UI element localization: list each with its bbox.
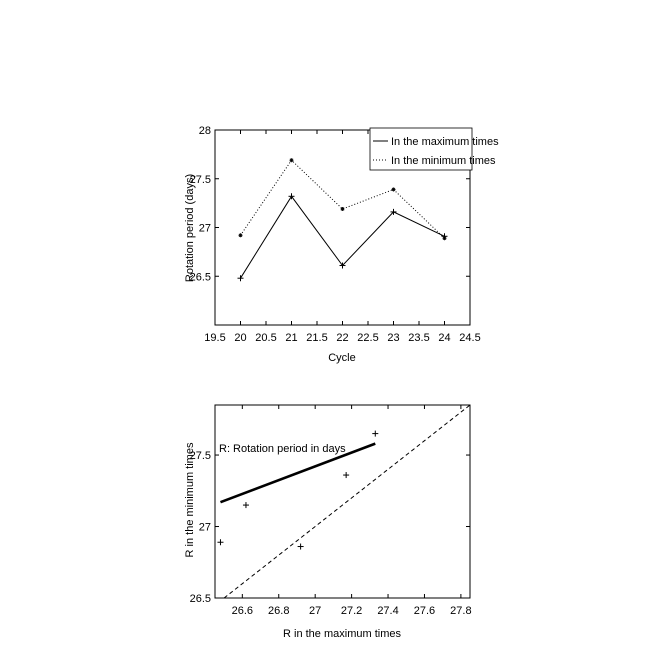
legend-label-max: In the maximum times — [391, 136, 499, 148]
scatter-point — [372, 431, 378, 437]
y-tick-label: 27 — [198, 521, 211, 534]
plot-area-frame — [215, 405, 470, 598]
series-group — [238, 158, 448, 281]
x-tick-label: 22 — [336, 332, 349, 344]
y-tick-label: 27.5 — [189, 173, 211, 186]
scatter-point — [298, 544, 304, 550]
scatter-point — [217, 539, 223, 545]
x-axis-label: R in the maximum times — [283, 628, 401, 640]
x-tick-label: 20.5 — [255, 332, 277, 344]
scatter-point — [243, 502, 249, 508]
x-axis-label: Cycle — [328, 352, 356, 364]
x-tick-label: 27.4 — [377, 605, 399, 617]
y-axis-label: Rotation period (days) — [184, 173, 196, 283]
scatter-point — [343, 472, 349, 478]
y-tick-label: 26.5 — [189, 593, 211, 605]
data-point-min — [290, 158, 294, 162]
x-tick-label: 21.5 — [306, 332, 328, 344]
data-point-max — [238, 275, 244, 281]
y-axis-label: R in the minimum times — [184, 442, 196, 558]
x-tick-label: 23.5 — [408, 332, 430, 344]
y-tick-label: 27 — [198, 222, 211, 235]
x-tick-label: 22.5 — [357, 332, 379, 344]
rotation-period-by-cycle-chart — [184, 125, 499, 364]
y-tick-label: 26.5 — [189, 271, 211, 284]
y-tick-label: 28 — [198, 125, 211, 137]
data-point-min — [239, 233, 243, 237]
x-tick-label: 20 — [234, 332, 247, 344]
series-line-min — [241, 160, 445, 238]
marks-group — [217, 405, 470, 598]
x-tick-label: 24 — [438, 332, 451, 344]
y-tick-label: 27.5 — [189, 450, 211, 463]
min-vs-max-rotation-scatter-chart — [184, 405, 472, 640]
data-point-min — [392, 187, 396, 191]
legend — [370, 128, 499, 170]
data-point-min — [341, 207, 345, 211]
x-tick-label: 27.8 — [450, 605, 472, 617]
x-tick-label: 27 — [309, 605, 322, 617]
x-tick-label: 19.5 — [204, 332, 226, 344]
reference-line-dashed — [224, 405, 470, 598]
x-tick-label: 23 — [387, 332, 400, 344]
x-tick-label: 24.5 — [459, 332, 481, 344]
x-tick-label: 26.6 — [231, 605, 254, 617]
x-tick-label: 21 — [285, 332, 298, 344]
x-tick-label: 27.2 — [340, 605, 363, 617]
x-tick-label: 27.6 — [413, 605, 436, 617]
legend-label-min: In the minimum times — [391, 155, 496, 167]
data-point-min — [443, 236, 447, 240]
x-tick-label: 26.8 — [268, 605, 290, 617]
annotation-label: R: Rotation period in days — [219, 443, 346, 455]
